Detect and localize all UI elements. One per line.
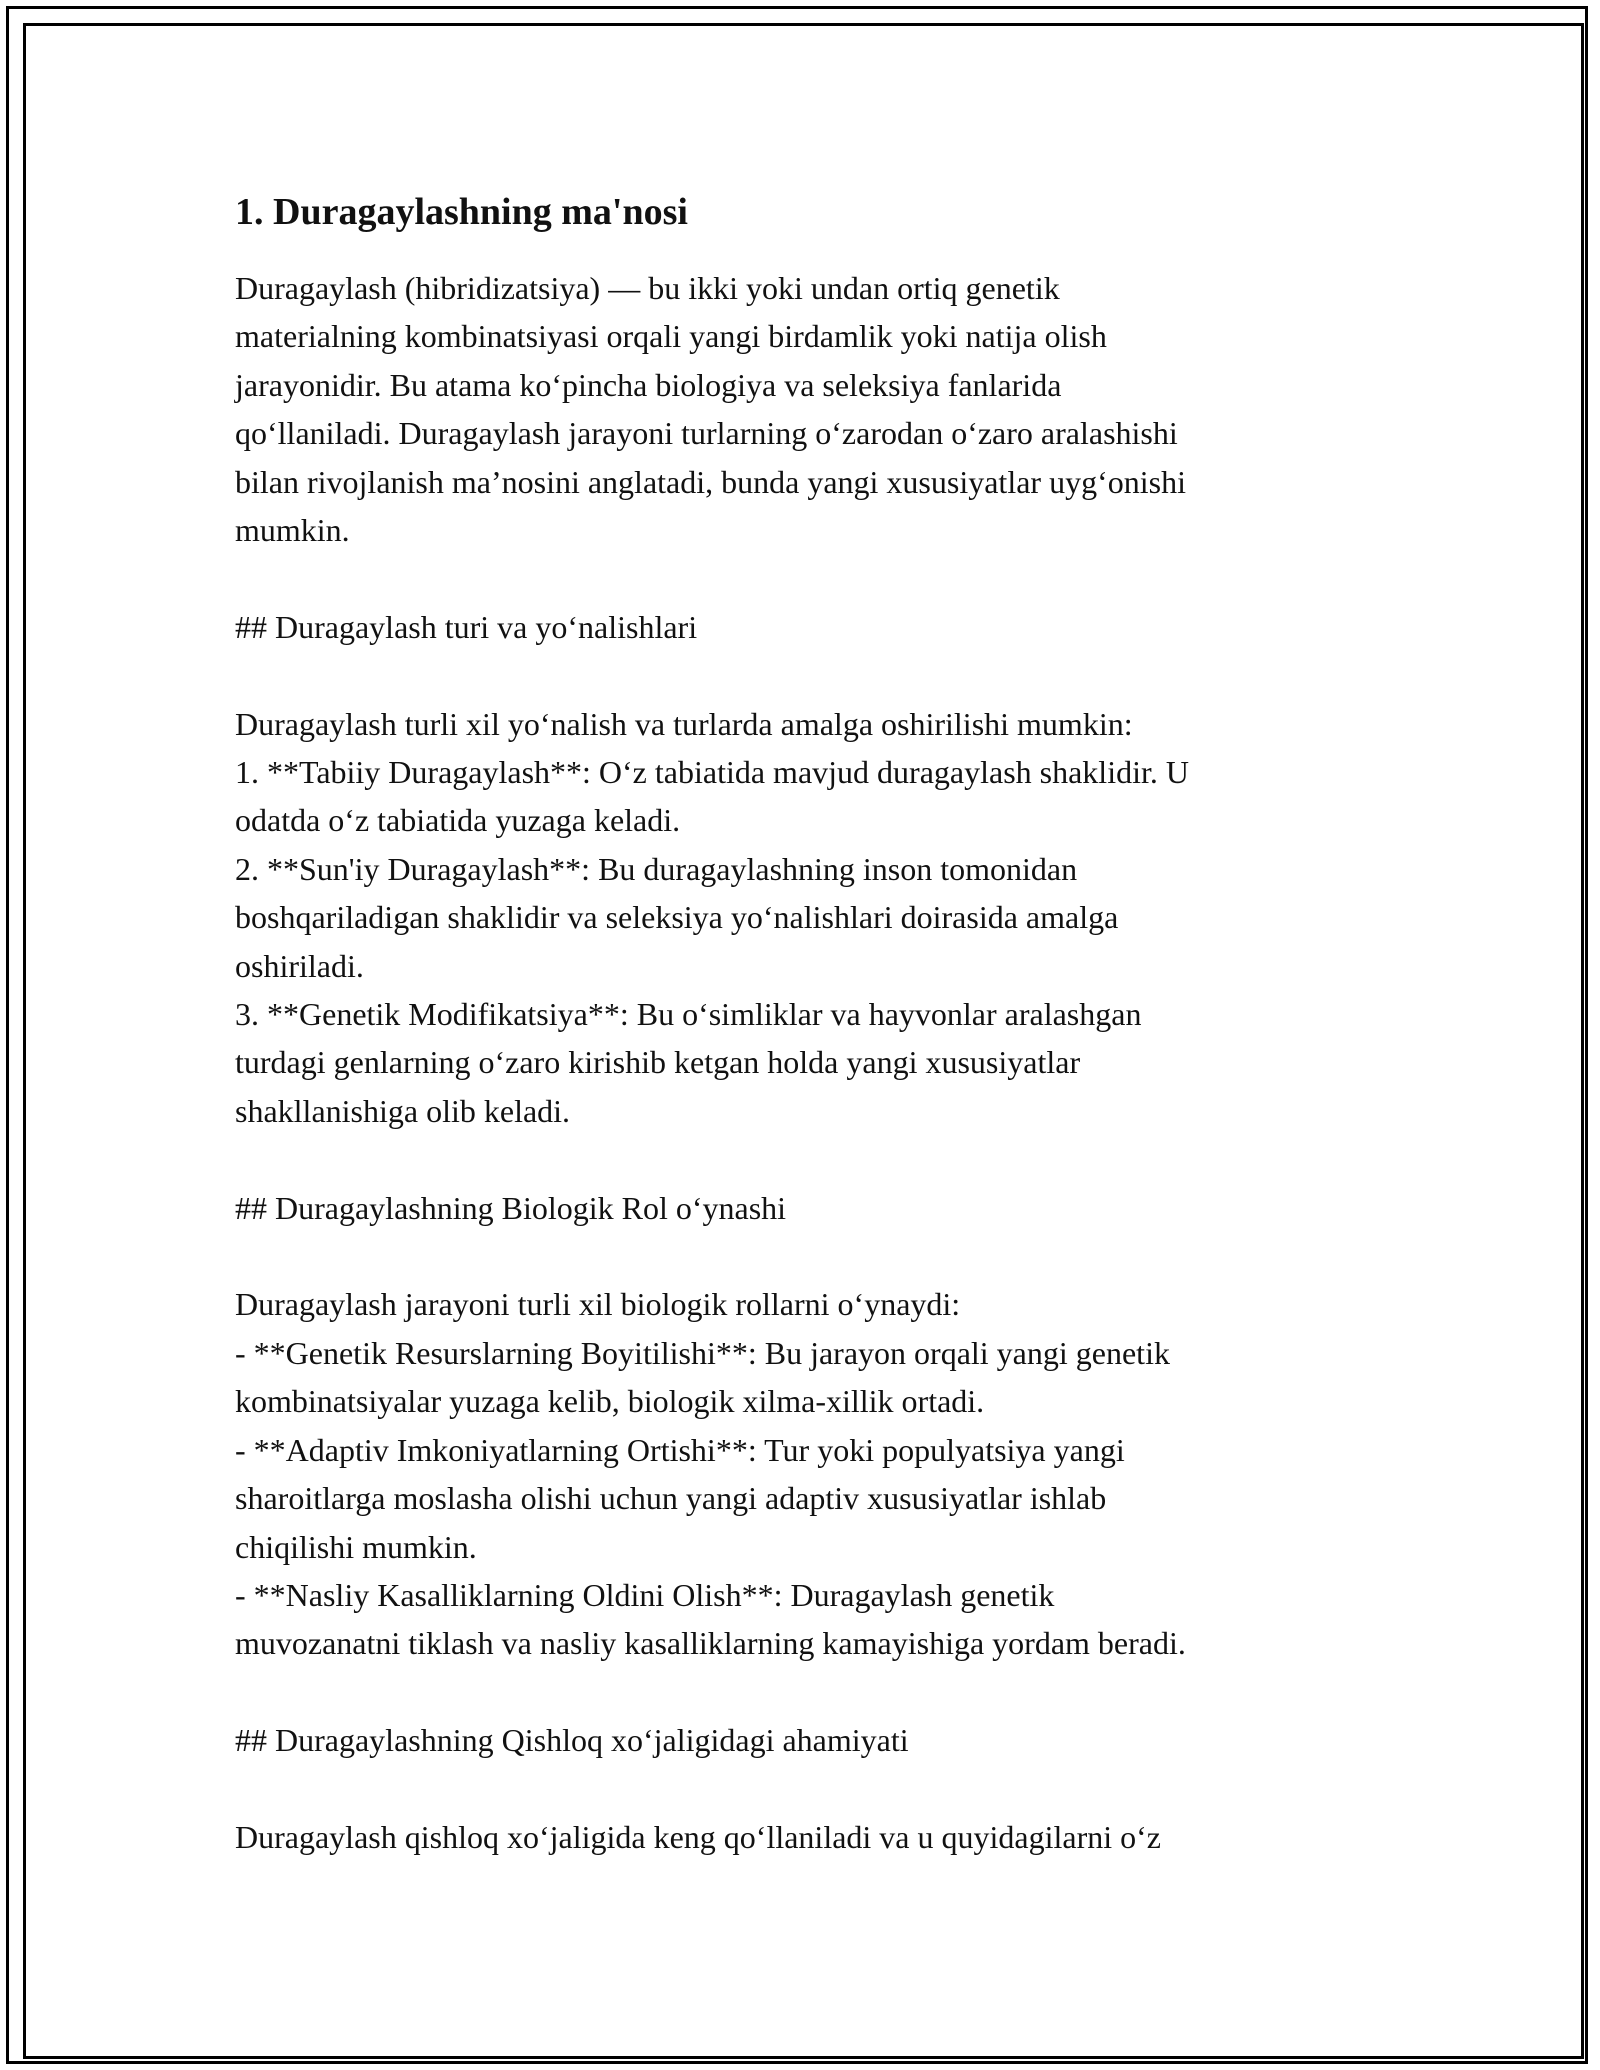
text-line: sharoitlarga moslasha olishi uchun yangi adaptiv xususiyatlar ishlab — [235, 1480, 1107, 1517]
text-line: kombinatsiyalar yuzaga kelib, biologik xilma-xillik ortadi. — [235, 1383, 985, 1420]
blank-line — [235, 554, 1375, 602]
text-line: mumkin. — [235, 512, 350, 549]
text-line: odatda o‘z tabiatida yuzaga keladi. — [235, 802, 681, 839]
blank-line — [235, 1765, 1375, 1813]
text-line: materialning kombinatsiyasi orqali yangi birdamlik yoki natija olish — [235, 318, 1107, 355]
document-text — [235, 264, 1375, 1861]
blank-line — [235, 1135, 1375, 1183]
text-line: - **Adaptiv Imkoniyatlarning Ortishi**: Tur yoki populyatsiya yangi — [235, 1431, 1125, 1468]
text-line: Duragaylash qishloq xo‘jaligida keng qo‘llaniladi va u quyidagilarni o‘z — [235, 1818, 1161, 1855]
blank-line — [235, 1232, 1375, 1280]
text-line: boshqariladigan shaklidir va seleksiya yo‘nalishlari doirasida amalga — [235, 899, 1119, 936]
blank-line — [235, 1668, 1375, 1716]
text-line: shakllanishiga olib keladi. — [235, 1092, 571, 1129]
blank-line — [235, 651, 1375, 699]
text-line: qo‘llaniladi. Duragaylash jarayoni turlarning o‘zarodan o‘zaro aralashishi — [235, 415, 1178, 452]
text-line: Duragaylash jarayoni turli xil biologik rollarni o‘ynaydi: — [235, 1286, 961, 1323]
section-heading-line: ## Duragaylash turi va yo‘nalishlari — [235, 608, 698, 645]
text-line: Duragaylash turli xil yo‘nalish va turlarda amalga oshirilishi mumkin: — [235, 705, 1133, 742]
text-line: - **Genetik Resurslarning Boyitilishi**: Bu jarayon orqali yangi genetik — [235, 1334, 1170, 1371]
text-line: bilan rivojlanish ma’nosini anglatadi, bunda yangi xususiyatlar uyg‘onishi — [235, 463, 1186, 500]
text-line: turdagi genlarning o‘zaro kirishib ketgan holda yangi xususiyatlar — [235, 1044, 1081, 1081]
text-line: oshiriladi. — [235, 947, 364, 984]
text-line: - **Nasliy Kasalliklarning Oldini Olish**: Duragaylash genetik — [235, 1576, 1055, 1613]
section-heading-line: ## Duragaylashning Qishloq xo‘jaligidagi ahamiyati — [235, 1722, 909, 1759]
text-line: 2. **Sun'iy Duragaylash**: Bu duragaylashning inson tomonidan — [235, 850, 1078, 887]
text-line: Duragaylash (hibridizatsiya) — bu ikki yoki undan ortiq genetik — [235, 270, 1060, 306]
text-line: muvozanatni tiklash va nasliy kasalliklarning kamayishiga yordam beradi. — [235, 1625, 1186, 1662]
text-line: 1. **Tabiiy Duragaylash**: O‘z tabiatida mavjud duragaylash shaklidir. U — [235, 754, 1189, 791]
section-heading-line: ## Duragaylashning Biologik Rol o‘ynashi — [235, 1189, 787, 1226]
text-line: jarayonidir. Bu atama ko‘pincha biologiya va seleksiya fanlarida — [235, 366, 1062, 403]
text-line: chiqilishi mumkin. — [235, 1528, 477, 1565]
document-title: 1. Duragaylashning ma'nosi — [235, 191, 688, 233]
text-line: 3. **Genetik Modifikatsiya**: Bu o‘simliklar va hayvonlar aralashgan — [235, 996, 1142, 1033]
document-body — [235, 188, 1375, 1861]
